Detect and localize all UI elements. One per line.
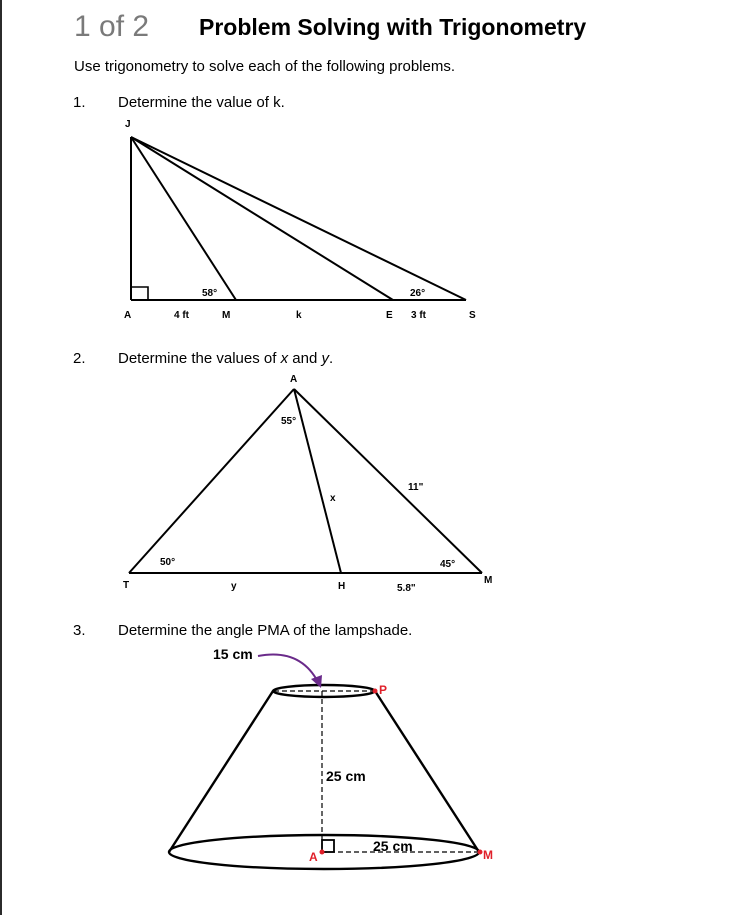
- vertex-h: H: [338, 581, 346, 592]
- left-slant: [169, 691, 273, 852]
- question-3-number: 3.: [73, 622, 86, 639]
- page-title: Problem Solving with Trigonometry: [199, 14, 587, 40]
- angle-t: 50°: [160, 557, 176, 568]
- point-p: [373, 689, 378, 694]
- vertex-e: E: [386, 310, 393, 321]
- q2-text-part: Determine the values of: [118, 350, 281, 367]
- vertex-p: P: [379, 683, 388, 697]
- angle-s: 26°: [410, 288, 426, 299]
- vertex-m: M: [484, 575, 493, 586]
- angle-a: 55°: [281, 416, 297, 427]
- label-base-radius: 25 cm: [373, 838, 413, 854]
- right-angle-mark: [322, 840, 334, 852]
- angle-m: 45°: [440, 559, 456, 570]
- vertex-j: J: [125, 119, 131, 130]
- vertex-s: S: [469, 310, 476, 321]
- q2-text-part: .: [328, 350, 334, 367]
- right-slant: [375, 691, 479, 852]
- q2-var-x: x: [280, 350, 289, 367]
- vertex-a: A: [290, 374, 298, 385]
- vertex-t: T: [123, 580, 130, 591]
- point-a: [320, 850, 325, 855]
- label-am: 4 ft: [174, 310, 189, 321]
- q2-text-part: and: [288, 350, 322, 367]
- label-k: k: [296, 310, 302, 321]
- question-1-text: Determine the value of k.: [118, 94, 285, 111]
- label-y: y: [231, 581, 237, 592]
- label-x: x: [330, 493, 336, 504]
- instructions: Use trigonometry to solve each of the following problems.: [74, 58, 456, 75]
- diameter-arrow: [258, 654, 318, 682]
- vertex-m: M: [222, 310, 231, 321]
- q2-var-y: y: [321, 350, 329, 367]
- vertex-m: M: [483, 848, 493, 862]
- point-m: [478, 850, 483, 855]
- page-counter: 1 of 2: [74, 10, 150, 43]
- label-height: 25 cm: [326, 768, 366, 784]
- label-es: 3 ft: [411, 310, 426, 321]
- vertex-a: A: [124, 310, 132, 321]
- question-2-number: 2.: [73, 350, 86, 367]
- label-am: 11": [408, 482, 424, 493]
- question-3-text: Determine the angle PMA of the lampshade.: [118, 622, 413, 639]
- vertex-a: A: [309, 850, 318, 864]
- label-hm: 5.8": [397, 583, 416, 594]
- label-top-diameter: 15 cm: [213, 646, 253, 662]
- question-1-number: 1.: [73, 94, 86, 111]
- angle-m: 58°: [202, 288, 218, 299]
